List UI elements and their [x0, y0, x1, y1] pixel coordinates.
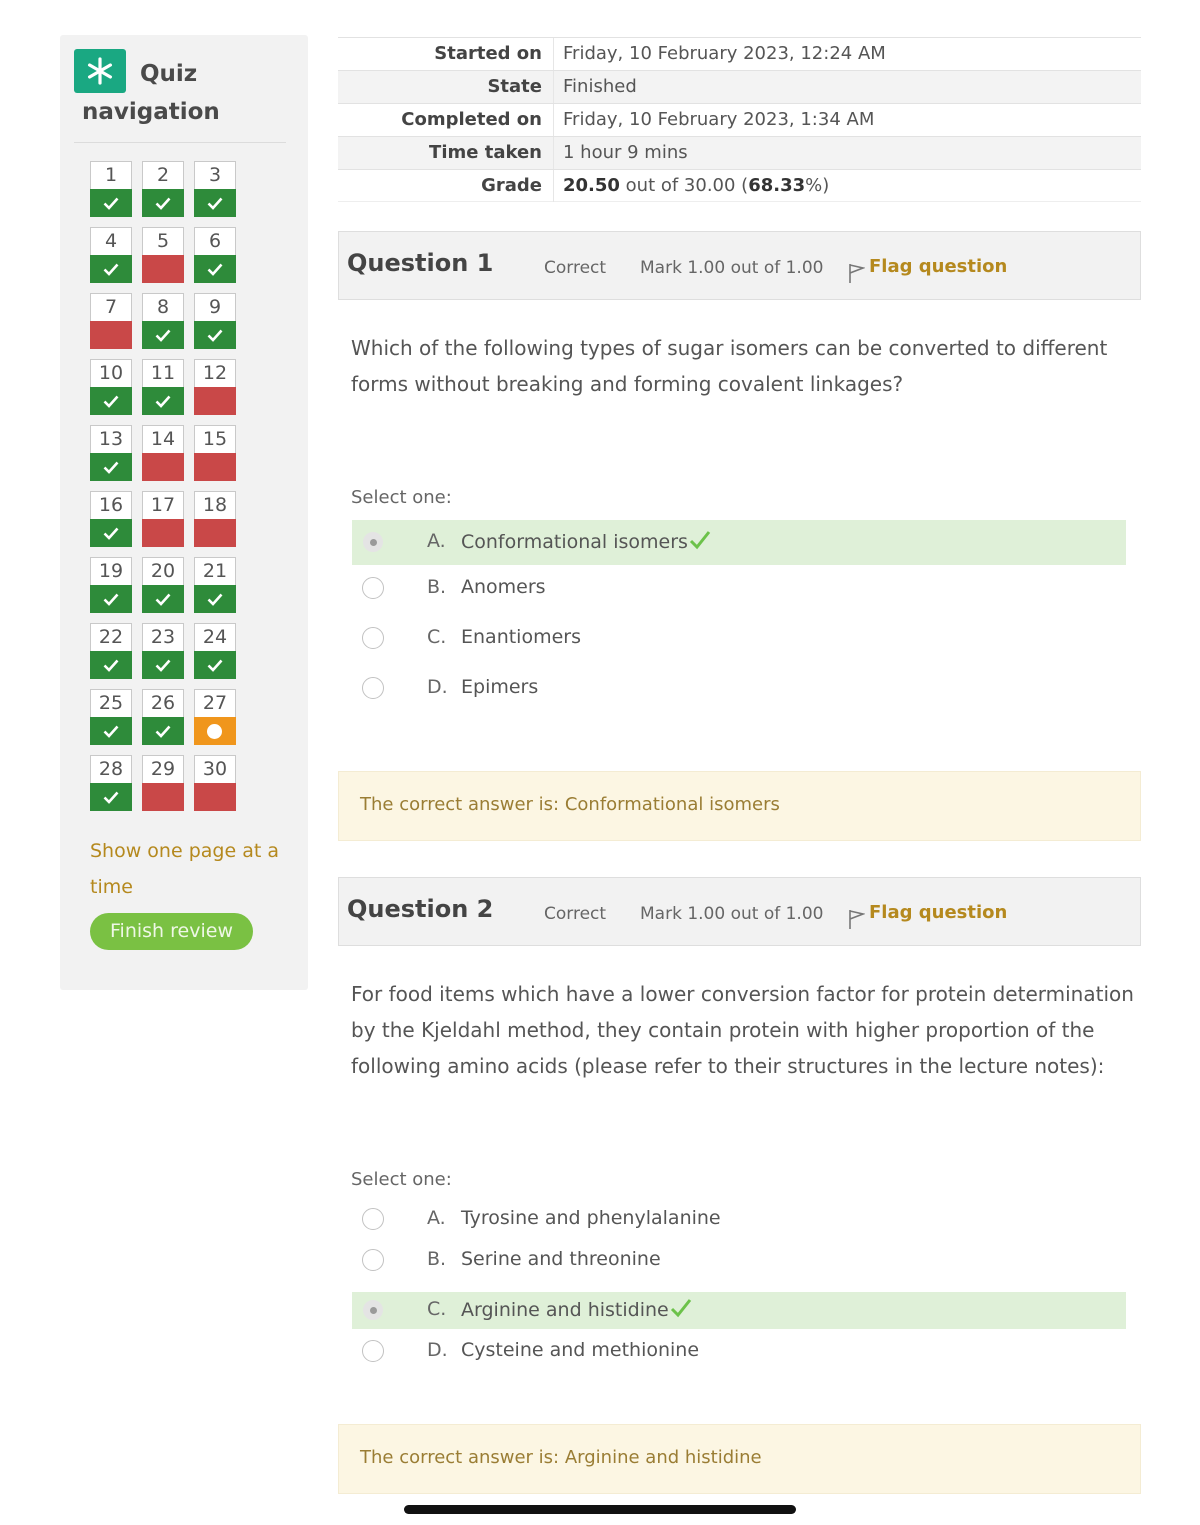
question-1-header [338, 231, 1141, 300]
quiz-nav-question-button[interactable] [194, 557, 236, 613]
flag-question-2-link[interactable] [847, 902, 1007, 923]
home-indicator-bar [404, 1505, 796, 1514]
option-label: Conformational isomers [461, 531, 688, 553]
question-number: 1 [90, 161, 132, 189]
question-2-title: Question 2 [347, 895, 494, 923]
option-label: Cysteine and methionine [461, 1339, 700, 1361]
check-icon [207, 329, 223, 342]
check-icon [155, 725, 171, 738]
question-number: 23 [142, 623, 184, 651]
option-letter: C. [427, 1298, 447, 1320]
summary-label: State [487, 76, 542, 97]
summary-value: Friday, 10 February 2023, 12:24 AM [553, 38, 886, 70]
quiz-nav-question-button[interactable] [142, 689, 184, 745]
q1-option-a[interactable] [352, 520, 1126, 565]
question-status-correct [90, 387, 132, 415]
question-number: 4 [90, 227, 132, 255]
question-status-correct [142, 387, 184, 415]
quiz-nav-question-button[interactable] [90, 755, 132, 811]
q1-option-b[interactable] [352, 566, 1126, 611]
quiz-nav-question-button[interactable] [90, 689, 132, 745]
question-number: 2 [142, 161, 184, 189]
check-icon [155, 659, 171, 672]
summary-value: Friday, 10 February 2023, 1:34 AM [553, 104, 874, 136]
attempt-summary-table [338, 37, 1141, 202]
summary-row-time [338, 136, 1141, 169]
question-status-correct [90, 189, 132, 217]
flag-question-label: Flag question [869, 256, 1008, 277]
check-icon [207, 197, 223, 210]
summary-value [553, 170, 829, 202]
summary-row-grade [338, 169, 1141, 202]
question-status-partial [194, 717, 236, 745]
flag-icon [847, 908, 865, 930]
quiz-nav-question-button[interactable] [90, 293, 132, 349]
question-2-feedback [338, 1424, 1141, 1494]
summary-value: Finished [553, 71, 637, 103]
question-status-correct [194, 321, 236, 349]
option-letter: A. [427, 530, 446, 552]
question-1-select-one: Select one: [351, 487, 452, 508]
question-status-correct [194, 585, 236, 613]
grade-out-of: out of 30.00 ( [619, 175, 749, 196]
quiz-nav-question-button[interactable] [194, 227, 236, 283]
quiz-nav-question-button[interactable] [90, 161, 132, 217]
quiz-navigation-title-cont: navigation [82, 99, 220, 125]
question-number: 10 [90, 359, 132, 387]
question-status-correct [142, 321, 184, 349]
check-icon [103, 725, 119, 738]
option-label: Tyrosine and phenylalanine [461, 1207, 721, 1229]
quiz-nav-question-button[interactable] [142, 755, 184, 811]
q1-option-d[interactable] [352, 666, 1126, 711]
question-status-correct [142, 651, 184, 679]
question-number: 20 [142, 557, 184, 585]
question-status-correct [142, 585, 184, 613]
radio-button[interactable] [362, 1249, 384, 1271]
option-label: Arginine and histidine [461, 1299, 669, 1321]
question-2-mark: Mark 1.00 out of 1.00 [640, 904, 824, 924]
summary-row-started [338, 37, 1141, 70]
quiz-nav-question-button[interactable] [90, 491, 132, 547]
quiz-nav-question-button[interactable] [90, 425, 132, 481]
radio-button[interactable] [362, 1299, 384, 1321]
quiz-nav-question-button[interactable] [194, 491, 236, 547]
option-letter: B. [427, 1248, 447, 1270]
quiz-nav-question-button[interactable] [142, 359, 184, 415]
question-number: 11 [142, 359, 184, 387]
question-1-title: Question 1 [347, 249, 494, 277]
question-number: 22 [90, 623, 132, 651]
question-status-incorrect [194, 453, 236, 481]
summary-label: Time taken [429, 142, 542, 163]
quiz-nav-question-button[interactable] [142, 161, 184, 217]
question-2-state: Correct [544, 904, 607, 924]
question-status-incorrect [142, 783, 184, 811]
check-icon [103, 791, 119, 804]
question-status-correct [90, 783, 132, 811]
check-icon [103, 593, 119, 606]
circle-icon [207, 724, 222, 739]
correct-check-icon [670, 1298, 692, 1318]
question-number: 27 [194, 689, 236, 717]
summary-label: Completed on [401, 109, 542, 130]
question-number: 8 [142, 293, 184, 321]
check-icon [103, 659, 119, 672]
question-status-correct [90, 651, 132, 679]
show-one-page-link[interactable]: Show one page at a time [90, 840, 279, 898]
quiz-nav-question-button[interactable] [194, 755, 236, 811]
question-1-feedback [338, 771, 1141, 841]
quiz-navigation-header [74, 49, 286, 143]
question-number: 26 [142, 689, 184, 717]
question-status-incorrect [90, 321, 132, 349]
option-letter: B. [427, 576, 447, 598]
correct-answer-text: The correct answer is: Arginine and histidine [360, 1447, 762, 1468]
grade-suffix: %) [805, 175, 830, 196]
option-text [461, 530, 711, 553]
quiz-nav-question-button[interactable] [142, 557, 184, 613]
question-number: 28 [90, 755, 132, 783]
question-status-incorrect [194, 387, 236, 415]
asterisk-icon [74, 49, 126, 93]
check-icon [155, 329, 171, 342]
check-icon [103, 263, 119, 276]
question-status-correct [90, 255, 132, 283]
check-icon [155, 395, 171, 408]
quiz-nav-question-button[interactable] [194, 689, 236, 745]
question-status-correct [194, 651, 236, 679]
flag-icon [847, 262, 865, 284]
question-status-correct [90, 717, 132, 745]
question-number: 7 [90, 293, 132, 321]
quiz-nav-question-button[interactable] [194, 293, 236, 349]
option-label: Serine and threonine [461, 1248, 661, 1270]
option-letter: D. [427, 1339, 448, 1361]
question-number: 13 [90, 425, 132, 453]
quiz-nav-question-button[interactable] [142, 623, 184, 679]
question-number: 5 [142, 227, 184, 255]
radio-button[interactable] [362, 531, 384, 553]
radio-button[interactable] [362, 627, 384, 649]
summary-label: Started on [434, 43, 542, 64]
quiz-nav-question-button[interactable] [90, 557, 132, 613]
question-number: 24 [194, 623, 236, 651]
check-icon [207, 659, 223, 672]
correct-check-icon [689, 530, 711, 550]
summary-value: 1 hour 9 mins [553, 137, 688, 169]
question-number: 29 [142, 755, 184, 783]
question-2-header [338, 877, 1141, 946]
quiz-nav-question-button[interactable] [142, 293, 184, 349]
question-number: 21 [194, 557, 236, 585]
radio-button[interactable] [362, 1340, 384, 1362]
question-number: 18 [194, 491, 236, 519]
question-status-incorrect [194, 519, 236, 547]
check-icon [155, 593, 171, 606]
option-letter: C. [427, 626, 447, 648]
question-number: 14 [142, 425, 184, 453]
option-label: Epimers [461, 676, 539, 698]
question-status-correct [194, 255, 236, 283]
radio-button[interactable] [362, 577, 384, 599]
question-number: 9 [194, 293, 236, 321]
quiz-nav-question-button[interactable] [142, 491, 184, 547]
question-number: 6 [194, 227, 236, 255]
question-number: 12 [194, 359, 236, 387]
radio-button[interactable] [362, 677, 384, 699]
quiz-navigation-block [60, 35, 308, 990]
question-status-incorrect [142, 519, 184, 547]
quiz-nav-question-button[interactable] [142, 227, 184, 283]
question-number: 25 [90, 689, 132, 717]
question-number: 15 [194, 425, 236, 453]
summary-label: Grade [481, 175, 542, 196]
grade-percent: 68.33 [748, 175, 806, 196]
summary-row-state [338, 70, 1141, 103]
check-icon [103, 197, 119, 210]
flag-question-1-link[interactable] [847, 256, 1007, 277]
question-number: 17 [142, 491, 184, 519]
question-number: 19 [90, 557, 132, 585]
q2-option-a[interactable] [352, 1197, 1126, 1242]
question-number: 30 [194, 755, 236, 783]
correct-answer-text: The correct answer is: Conformational isomers [360, 794, 780, 815]
quiz-nav-question-button[interactable] [194, 359, 236, 415]
question-status-correct [194, 189, 236, 217]
option-letter: D. [427, 676, 448, 698]
question-2-text: For food items which have a lower conversion factor for protein determination by the Kjeldahl method, they contain protein with higher proportion of the following amino acids (please refer to their structures in the lecture notes): [351, 982, 1134, 1078]
q1-option-c[interactable] [352, 616, 1126, 661]
option-label: Enantiomers [461, 626, 581, 648]
question-status-correct [90, 585, 132, 613]
question-1-state: Correct [544, 258, 607, 278]
question-status-correct [142, 189, 184, 217]
quiz-nav-question-button[interactable] [90, 359, 132, 415]
quiz-nav-question-button[interactable] [194, 425, 236, 481]
check-icon [155, 197, 171, 210]
finish-review-button[interactable]: Finish review [90, 913, 253, 950]
question-status-incorrect [142, 453, 184, 481]
summary-row-completed [338, 103, 1141, 136]
option-letter: A. [427, 1207, 446, 1229]
question-status-incorrect [142, 255, 184, 283]
q2-option-b[interactable] [352, 1238, 1126, 1283]
option-label: Anomers [461, 576, 546, 598]
question-2-select-one: Select one: [351, 1169, 452, 1190]
grade-score: 20.50 [563, 175, 620, 196]
check-icon [207, 593, 223, 606]
q2-option-c[interactable] [352, 1292, 1126, 1329]
question-1-mark: Mark 1.00 out of 1.00 [640, 258, 824, 278]
question-status-incorrect [194, 783, 236, 811]
option-text [461, 1298, 692, 1321]
quiz-nav-question-button[interactable] [90, 623, 132, 679]
q2-option-d[interactable] [352, 1329, 1126, 1374]
question-status-correct [90, 453, 132, 481]
quiz-nav-question-button[interactable] [194, 161, 236, 217]
quiz-nav-question-button[interactable] [142, 425, 184, 481]
quiz-nav-question-button[interactable] [194, 623, 236, 679]
question-number: 3 [194, 161, 236, 189]
flag-question-label: Flag question [869, 902, 1008, 923]
radio-button[interactable] [362, 1208, 384, 1230]
question-status-correct [142, 717, 184, 745]
check-icon [103, 527, 119, 540]
check-icon [103, 461, 119, 474]
check-icon [207, 263, 223, 276]
quiz-nav-question-button[interactable] [90, 227, 132, 283]
question-status-correct [90, 519, 132, 547]
check-icon [103, 395, 119, 408]
question-1-text: Which of the following types of sugar isomers can be converted to different forms without breaking and forming covalent linkages? [351, 336, 1108, 396]
question-number: 16 [90, 491, 132, 519]
quiz-navigation-title: Quiz [140, 61, 198, 87]
